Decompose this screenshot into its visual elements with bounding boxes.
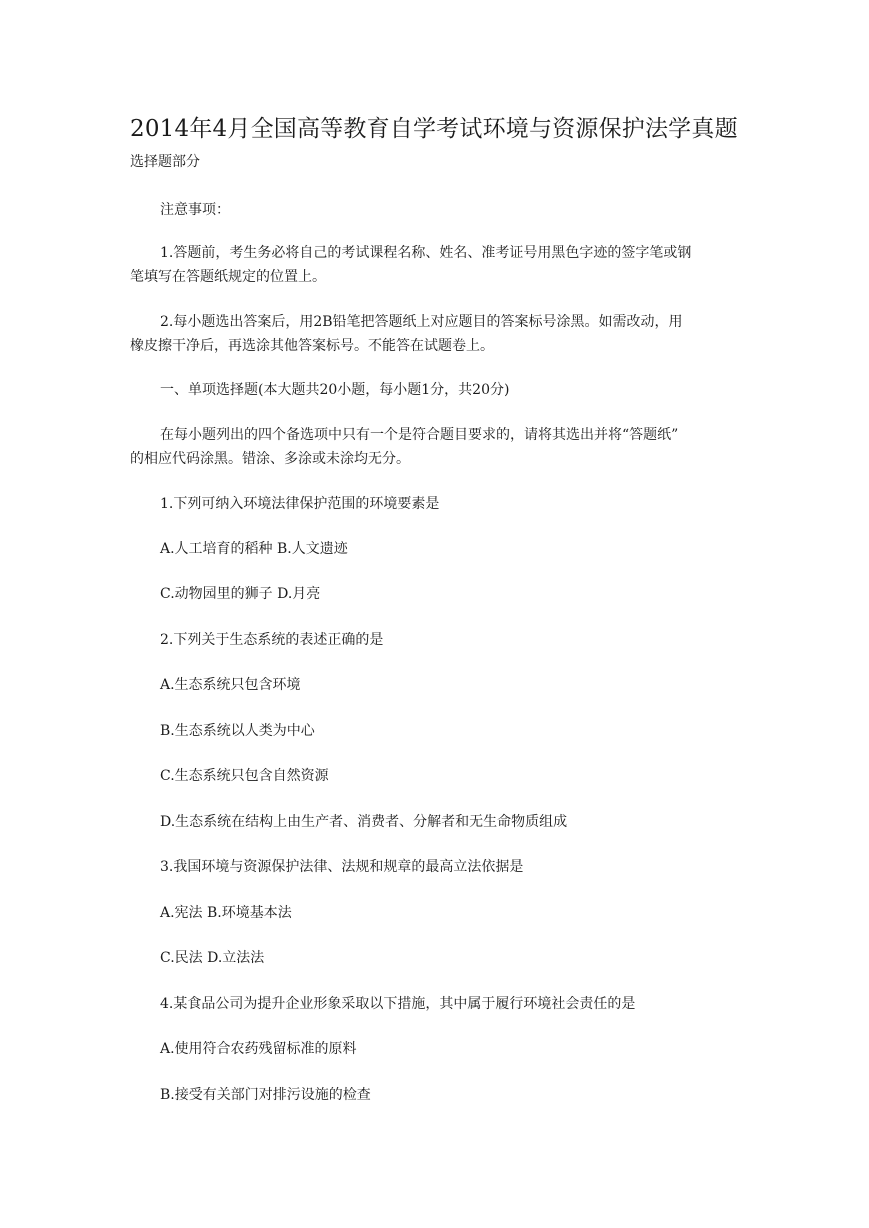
- question-4: 4.某食品公司为提升企业形象采取以下措施，其中属于履行环境社会责任的是: [160, 996, 636, 1012]
- question-3: 3.我国环境与资源保护法律、法规和规章的最高立法依据是: [160, 859, 524, 875]
- question-2-option-a: A.生态系统只包含环境: [160, 677, 301, 693]
- question-2-option-c: C.生态系统只包含自然资源: [160, 768, 329, 784]
- question-2-option-b: B.生态系统以人类为中心: [160, 723, 315, 739]
- notice-1-line2: 笔填写在答题纸规定的位置上。: [130, 269, 326, 285]
- question-2: 2.下列关于生态系统的表述正确的是: [160, 632, 384, 648]
- section-label: 选择题部分: [130, 154, 200, 170]
- question-2-option-d: D.生态系统在结构上由生产者、消费者、分解者和无生命物质组成: [160, 814, 568, 830]
- notice-2-line2: 橡皮擦干净后，再选涂其他答案标号。不能答在试题卷上。: [130, 338, 494, 354]
- question-4-option-a: A.使用符合农药残留标准的原料: [160, 1041, 357, 1057]
- question-3-options-cd: C.民法 D.立法法: [160, 950, 265, 966]
- question-1: 1.下列可纳入环境法律保护范围的环境要素是: [160, 496, 440, 512]
- question-3-options-ab: A.宪法 B.环境基本法: [160, 905, 292, 921]
- question-4-option-b: B.接受有关部门对排污设施的检查: [160, 1087, 371, 1103]
- notice-1-line1: 1.答题前，考生务必将自己的考试课程名称、姓名、准考证号用黑色字迹的签字笔或钢: [160, 245, 692, 261]
- question-1-options-ab: A.人工培育的稻种 B.人文遗迹: [160, 541, 348, 557]
- question-1-options-cd: C.动物园里的狮子 D.月亮: [160, 586, 321, 602]
- notice-2-line1: 2.每小题选出答案后，用2B铅笔把答题纸上对应题目的答案标号涂黑。如需改动，用: [160, 314, 683, 330]
- instruction-line2: 的相应代码涂黑。错涂、多涂或未涂均无分。: [130, 451, 410, 467]
- notice-heading: 注意事项：: [160, 202, 230, 218]
- instruction-line1: 在每小题列出的四个备选项中只有一个是符合题目要求的，请将其选出并将“答题纸”: [160, 427, 679, 443]
- page-title: 2014年4月全国高等教育自学考试环境与资源保护法学真题: [130, 116, 738, 142]
- part-heading: 一、单项选择题(本大题共20小题，每小题1分，共20分): [160, 382, 510, 398]
